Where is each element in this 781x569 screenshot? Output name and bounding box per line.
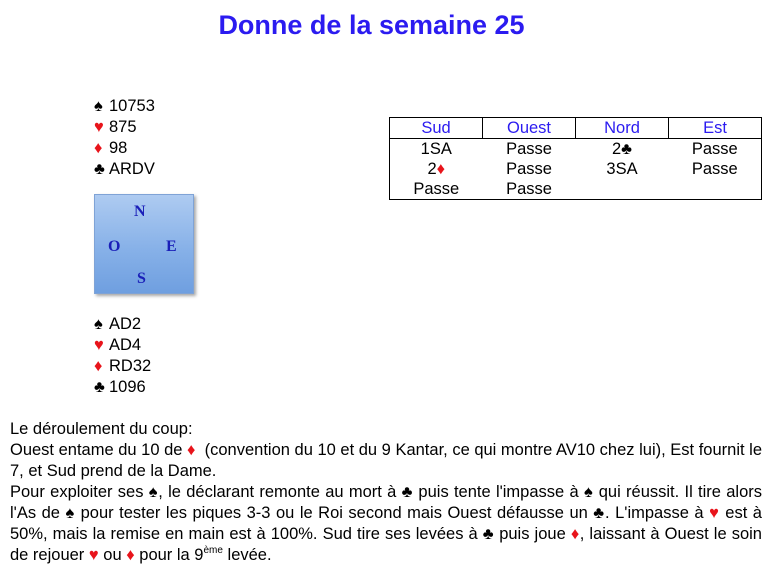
bidding-row xyxy=(390,159,762,179)
compass-north: N xyxy=(134,203,146,220)
south-clubs: ♣ 1096 xyxy=(94,378,146,396)
bid-cell xyxy=(669,179,762,200)
bidding-row xyxy=(390,139,762,160)
bid-cell: 1SA xyxy=(390,139,483,160)
bid-cell: Passe xyxy=(483,179,576,200)
diamond-icon: ♦ xyxy=(126,546,135,564)
narrative-heading: Le déroulement du coup: xyxy=(10,420,193,438)
spade-icon: ♠ xyxy=(148,483,159,501)
bid-cell xyxy=(576,179,669,200)
spade-icon: ♠ xyxy=(65,504,76,522)
page-title: Donne de la semaine 25 xyxy=(218,10,525,40)
heart-icon: ♥ xyxy=(709,504,720,522)
south-diamonds: ♦ RD32 xyxy=(94,357,152,375)
heart-icon: ♥ xyxy=(94,118,104,136)
narrative-paragraph-2: Pour exploiter ses ♠, le déclarant remonte au mort à ♣ puis tente l'impasse à ♠ qui réussit. Il tire alors l'As de ♠ pour tester les piques 3-3 ou le Roi second mais Ouest défausse un ♣. L'impasse à ♥ est à 50%, mais la remise en main est à 100%. Sud tire ses levées à ♣ puis joue ♦, laissant à Ouest le soin de rejouer ♥ ou ♦ pour la 9ème levée. xyxy=(10,483,763,564)
north-hand xyxy=(94,96,155,180)
south-spades: ♠ AD2 xyxy=(94,315,142,333)
narrative-paragraph-1: Ouest entame du 10 de ♦ (convention du 10 et du 9 Kantar, ce qui montre AV10 chez lui), Est fournit le 7, et Sud prend de la Dame. xyxy=(10,441,762,480)
compass-south: S xyxy=(137,270,146,287)
north-spades: ♠ 10753 xyxy=(94,97,155,115)
diamond-icon: ♦ xyxy=(94,139,103,157)
spade-icon: ♠ xyxy=(94,97,103,115)
bid-cell: 3SA xyxy=(606,160,638,178)
north-hearts: ♥ 875 xyxy=(94,118,137,136)
club-icon: ♣ xyxy=(401,483,414,501)
diamond-icon: ♦ xyxy=(187,441,196,459)
club-icon: ♣ xyxy=(482,525,495,543)
header-sud: Sud xyxy=(390,118,483,139)
spade-icon: ♠ xyxy=(94,315,103,333)
heart-icon: ♥ xyxy=(94,336,104,354)
header-nord: Nord xyxy=(576,118,669,139)
club-icon: ♣ xyxy=(94,160,105,178)
bid-cell: Passe xyxy=(506,160,552,178)
heart-icon: ♥ xyxy=(88,546,99,564)
bidding-table xyxy=(389,117,762,200)
diamond-icon: ♦ xyxy=(94,357,103,375)
bid-cell: Passe xyxy=(669,139,762,160)
header-est: Est xyxy=(669,118,762,139)
north-clubs: ♣ ARDV xyxy=(94,160,155,178)
compass-west: O xyxy=(108,238,121,255)
club-icon: ♣ xyxy=(593,504,606,522)
play-narrative xyxy=(10,419,762,566)
bid-cell: 2♣ xyxy=(576,139,669,160)
club-icon: ♣ xyxy=(621,140,632,158)
bidding-header-row xyxy=(390,118,762,139)
diamond-icon: ♦ xyxy=(436,160,446,178)
south-hearts: ♥ AD4 xyxy=(94,336,142,354)
bid-cell: Passe xyxy=(669,159,762,179)
bid-cell: Passe xyxy=(483,139,576,160)
south-hand xyxy=(94,314,151,398)
club-icon: ♣ xyxy=(94,378,105,396)
bid-cell: 2♦ xyxy=(390,159,483,179)
north-diamonds: ♦ 98 xyxy=(94,139,128,157)
compass-east: E xyxy=(166,238,177,255)
compass-box xyxy=(94,194,194,294)
spade-icon: ♠ xyxy=(583,483,594,501)
bidding-row xyxy=(390,179,762,200)
diamond-icon: ♦ xyxy=(570,525,580,543)
bid-cell: Passe xyxy=(390,179,483,200)
header-ouest: Ouest xyxy=(483,118,576,139)
